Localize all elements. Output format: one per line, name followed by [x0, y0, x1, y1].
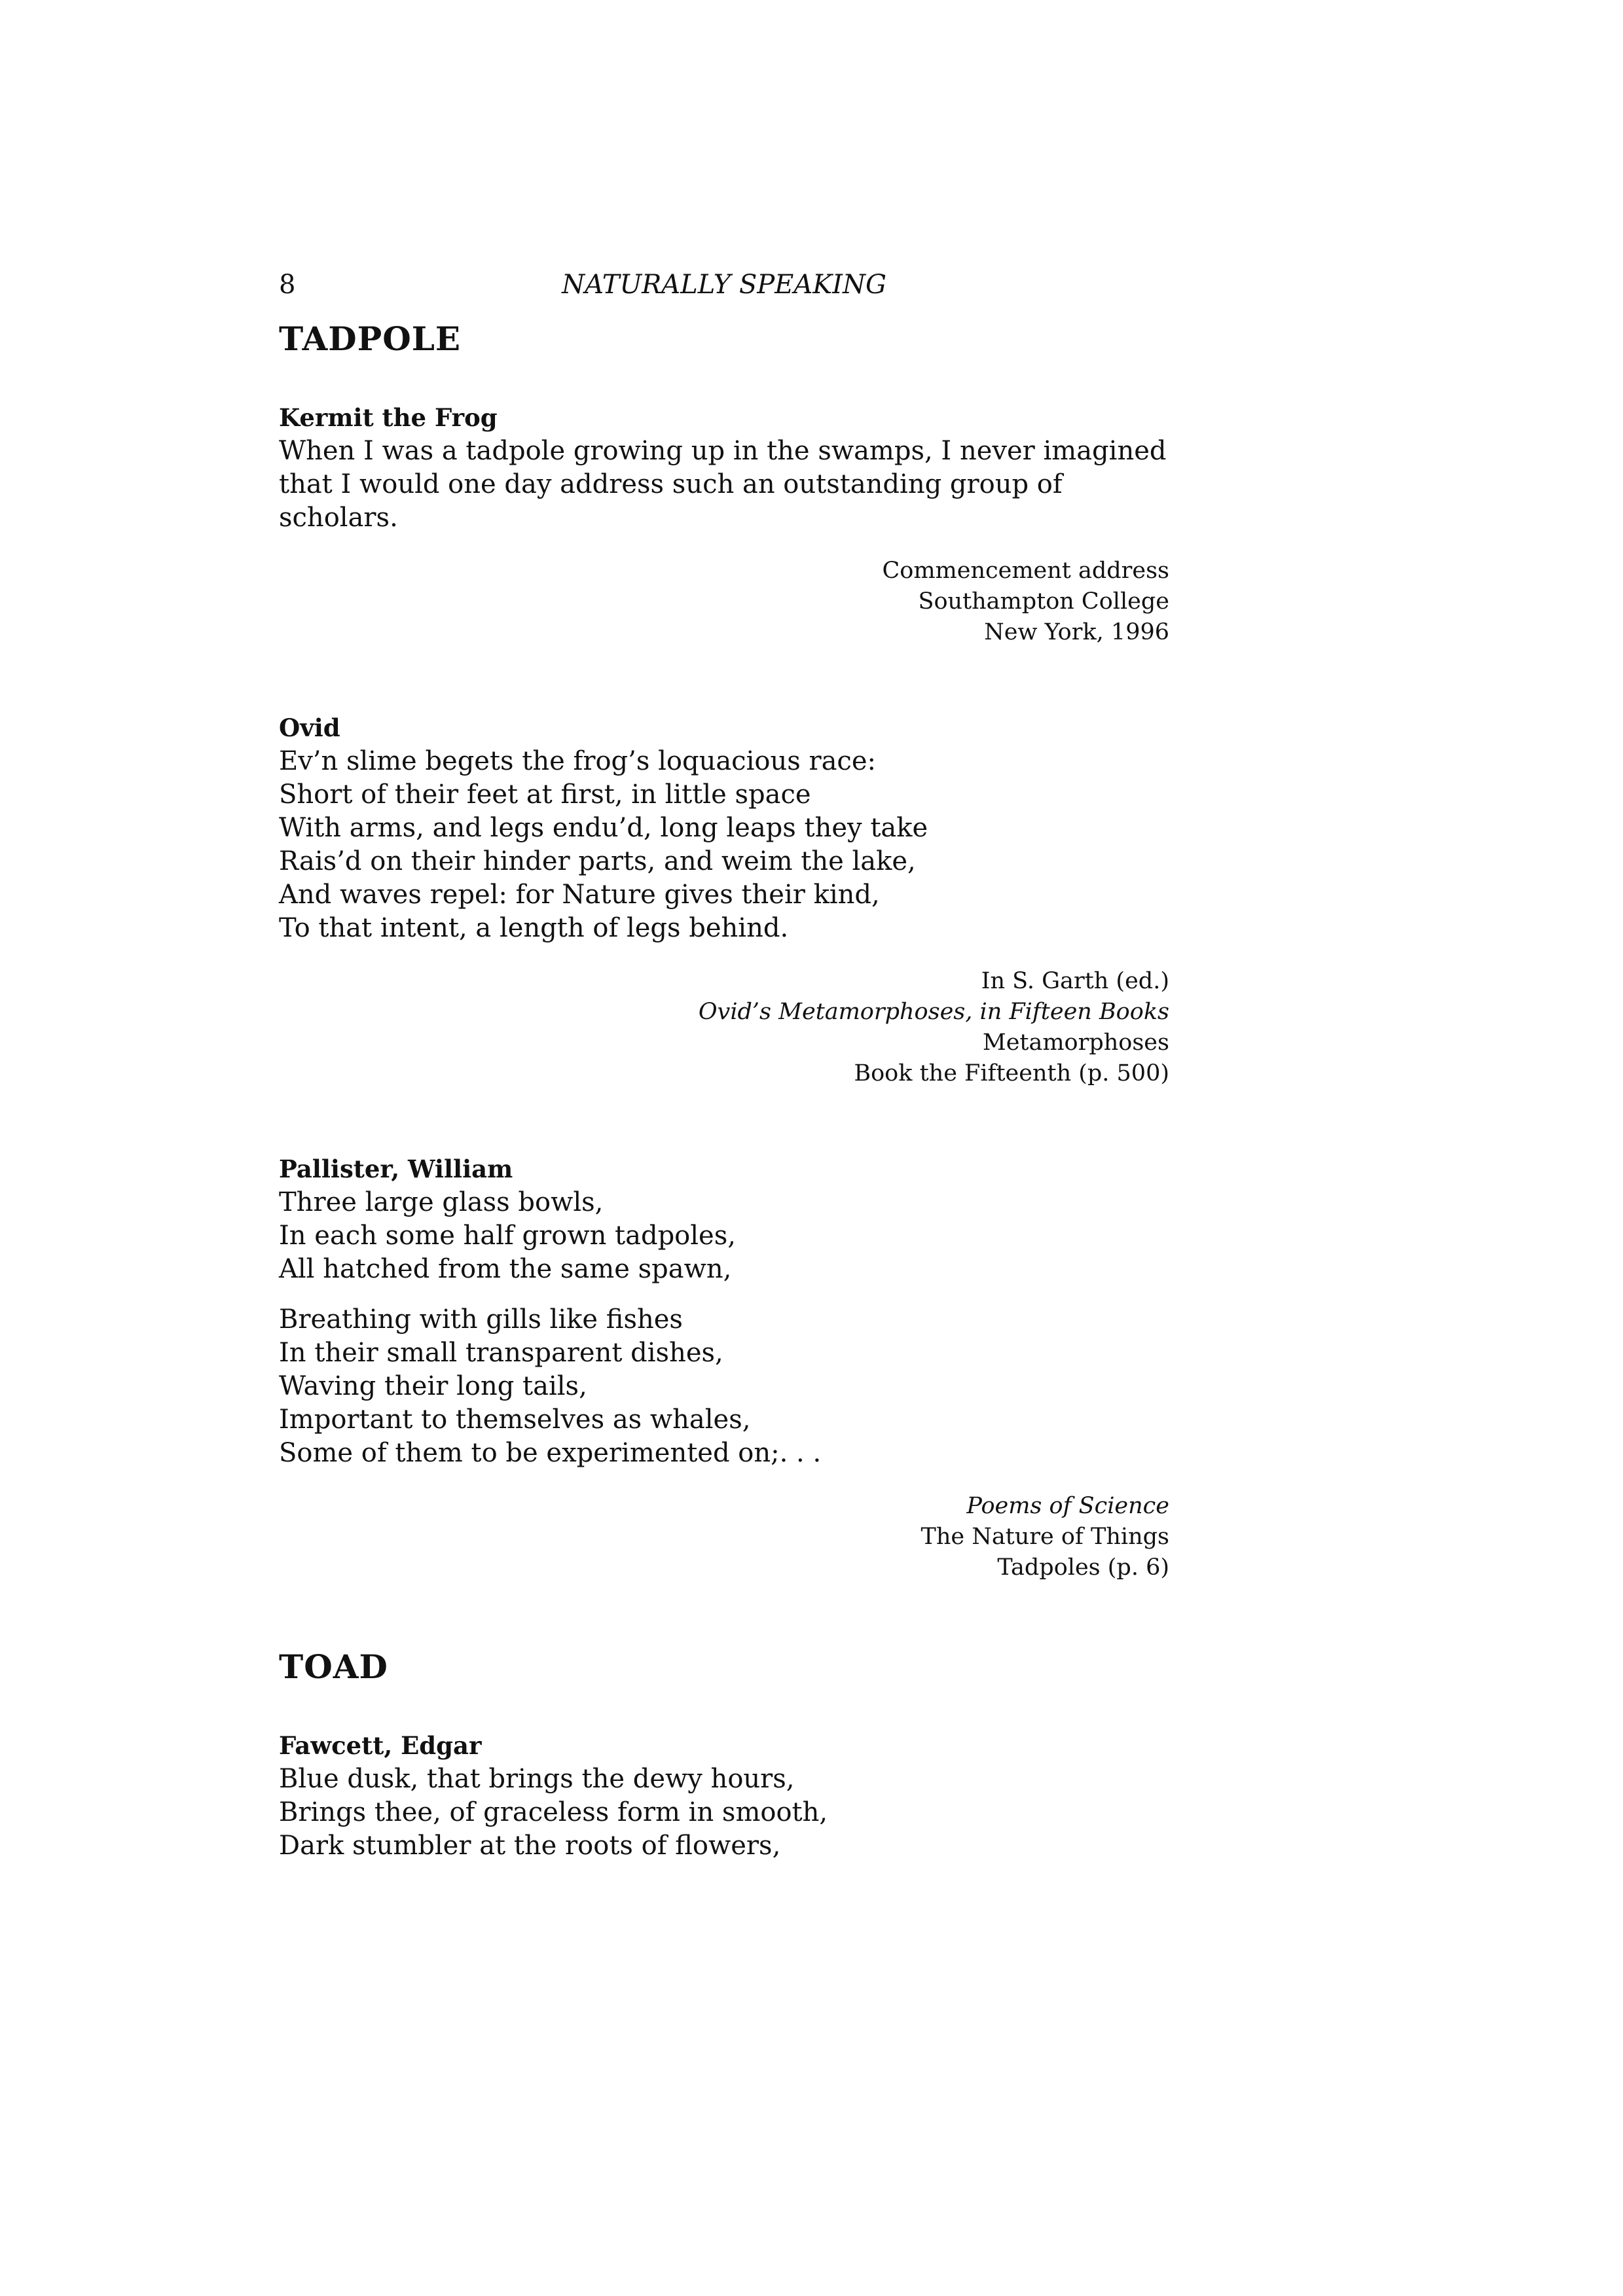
verse-line: Blue dusk, that brings the dewy hours,	[279, 1764, 795, 1794]
source-line: Book the Fifteenth (p. 500)	[854, 1060, 1169, 1086]
stanza	[279, 1186, 1169, 1286]
verse	[279, 1763, 1169, 1863]
running-title: NATURALLY SPEAKING	[562, 270, 886, 300]
verse-line: Rais’d on their hinder parts, and weim the lake,	[279, 846, 916, 876]
verse-line: Dark stumbler at the roots of flowers,	[279, 1831, 781, 1861]
source-line: Ovid’s Metamorphoses, in Fifteen Books	[698, 999, 1169, 1025]
quote-author: Pallister, William	[279, 1155, 513, 1183]
quote-entry	[279, 711, 1169, 1089]
verse	[279, 1186, 1169, 1470]
verse-line: To that intent, a length of legs behind.	[279, 913, 789, 943]
section-tadpole	[279, 318, 1169, 1583]
book-page	[279, 262, 1169, 1926]
verse-line: In their small transparent dishes,	[279, 1338, 723, 1368]
running-head	[279, 262, 1169, 308]
verse-line: All hatched from the same spawn,	[279, 1254, 732, 1284]
source-line: Metamorphoses	[982, 1030, 1169, 1056]
section-heading: TADPOLE	[279, 319, 462, 358]
verse-line: And waves repel: for Nature gives their kind,	[279, 880, 880, 910]
section-heading: TOAD	[279, 1647, 388, 1686]
stanza	[279, 1303, 1169, 1470]
source-line: Commencement address	[882, 558, 1169, 584]
quote-text: When I was a tadpole growing up in the swamps, I never imagined that I would one day address such an outstanding group of scholars.	[279, 436, 1167, 533]
verse-line: Ev’n slime begets the frog’s loquacious race:	[279, 746, 876, 776]
source-line: The Nature of Things	[921, 1524, 1169, 1550]
verse-line: Breathing with gills like fishes	[279, 1304, 683, 1335]
quote-author: Ovid	[279, 713, 340, 742]
verse-line: Important to themselves as whales,	[279, 1405, 751, 1435]
source-line: New York, 1996	[984, 619, 1169, 645]
source-line: Poems of Science	[966, 1493, 1169, 1519]
verse-line: Three large glass bowls,	[279, 1187, 604, 1217]
verse-line: Some of them to be experimented on;. . .	[279, 1438, 822, 1468]
verse-line: Brings thee, of graceless form in smooth,	[279, 1797, 828, 1827]
page-number: 8	[279, 270, 296, 300]
source-line: In S. Garth (ed.)	[981, 968, 1169, 994]
quote-author: Fawcett, Edgar	[279, 1731, 482, 1760]
quote-source	[279, 1491, 1169, 1583]
source-line: Tadpoles (p. 6)	[997, 1554, 1169, 1581]
quote-entry	[279, 1729, 1169, 1863]
verse-line: In each some half grown tadpoles,	[279, 1221, 736, 1251]
section-toad	[279, 1646, 1169, 1863]
verse	[279, 745, 1169, 945]
quote-entry	[279, 1152, 1169, 1583]
quote-entry	[279, 401, 1169, 648]
verse-line: Short of their feet at first, in little space	[279, 780, 811, 810]
source-line: Southampton College	[918, 588, 1169, 615]
quote-source	[279, 556, 1169, 648]
quote-author: Kermit the Frog	[279, 403, 498, 432]
quote-source	[279, 966, 1169, 1089]
verse-line: Waving their long tails,	[279, 1371, 587, 1401]
verse-line: With arms, and legs endu’d, long leaps they take	[279, 813, 928, 843]
